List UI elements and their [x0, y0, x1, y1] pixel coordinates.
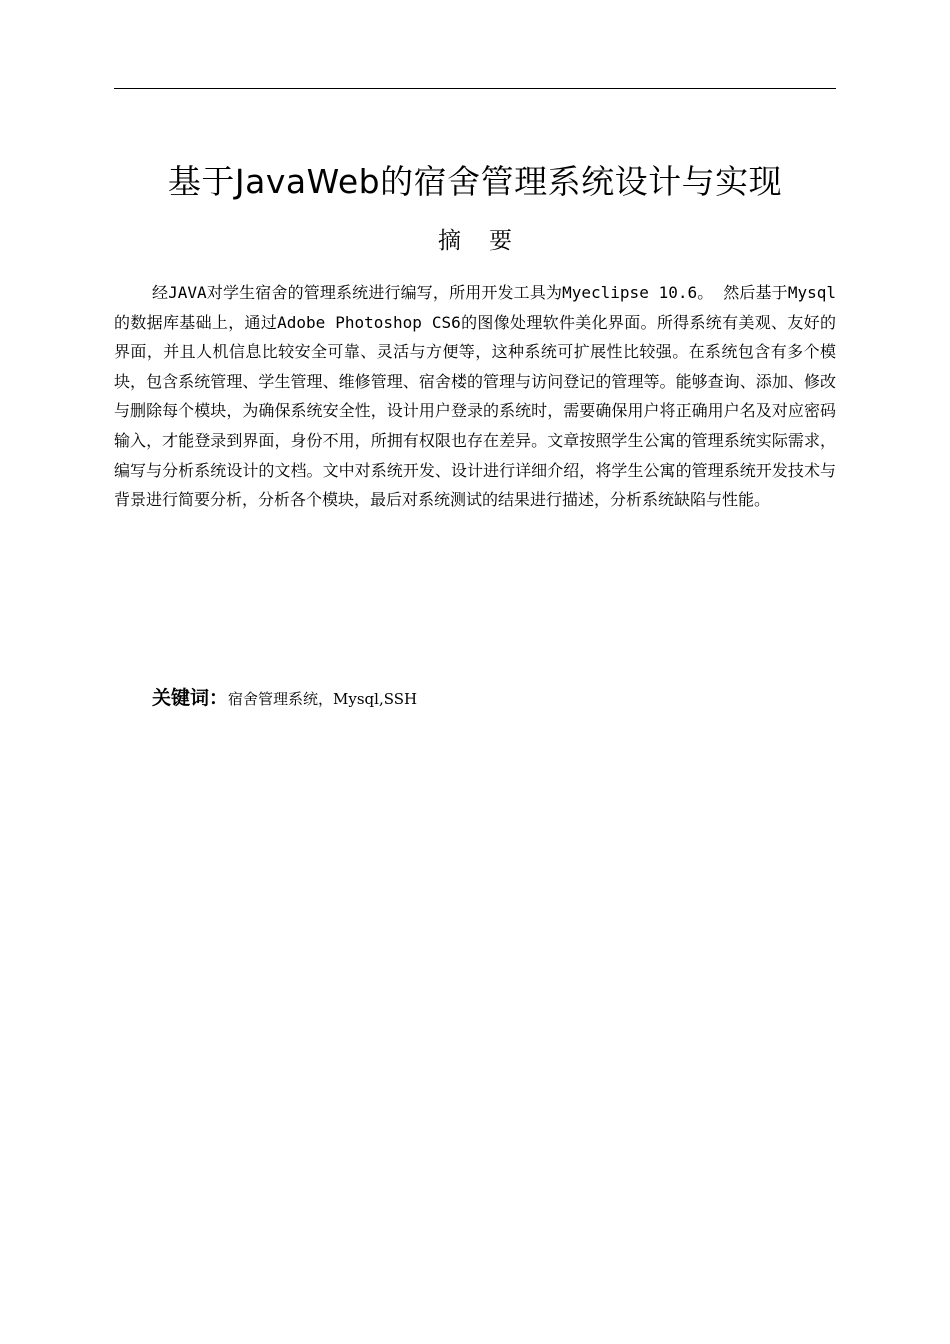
abstract-body: 经JAVA对学生宿舍的管理系统进行编写，所用开发工具为Myeclipse 10.6。 然后基于Mysql的数据库基础上，通过Adobe Photoshop CS6的图像处理软件美化界面。所得系统有美观、友好的界面，并且人机信息比较安全可靠、灵活与方便等，这种系统可扩展性比较强。在系统包含有多个模块，包含系统管理、学生管理、维修管理、宿舍楼的管理与访问登记的管理等。能够查询、添加、修改与删除每个模块，为确保系统安全性，设计用户登录的系统时，需要确保用户将正确用户名及对应密码输入，才能登录到界面，身份不用，所拥有权限也存在差异。文章按照学生公寓的管理系统实际需求，编写与分析系统设计的文档。文中对系统开发、设计进行详细介绍，将学生公寓的管理系统开发技术与背景进行简要分析，分析各个模块，最后对系统测试的结果进行描述，分析系统缺陷与性能。 — [114, 283, 836, 510]
document-title: 基于JavaWeb的宿舍管理系统设计与实现 — [167, 162, 783, 201]
header-rule — [114, 88, 836, 89]
keywords-line — [152, 684, 836, 713]
abstract-heading: 摘要 — [438, 228, 540, 254]
keywords-label: 关键词： — [152, 687, 229, 709]
keywords-value: 宿舍管理系统，Mysql,SSH — [228, 690, 418, 708]
